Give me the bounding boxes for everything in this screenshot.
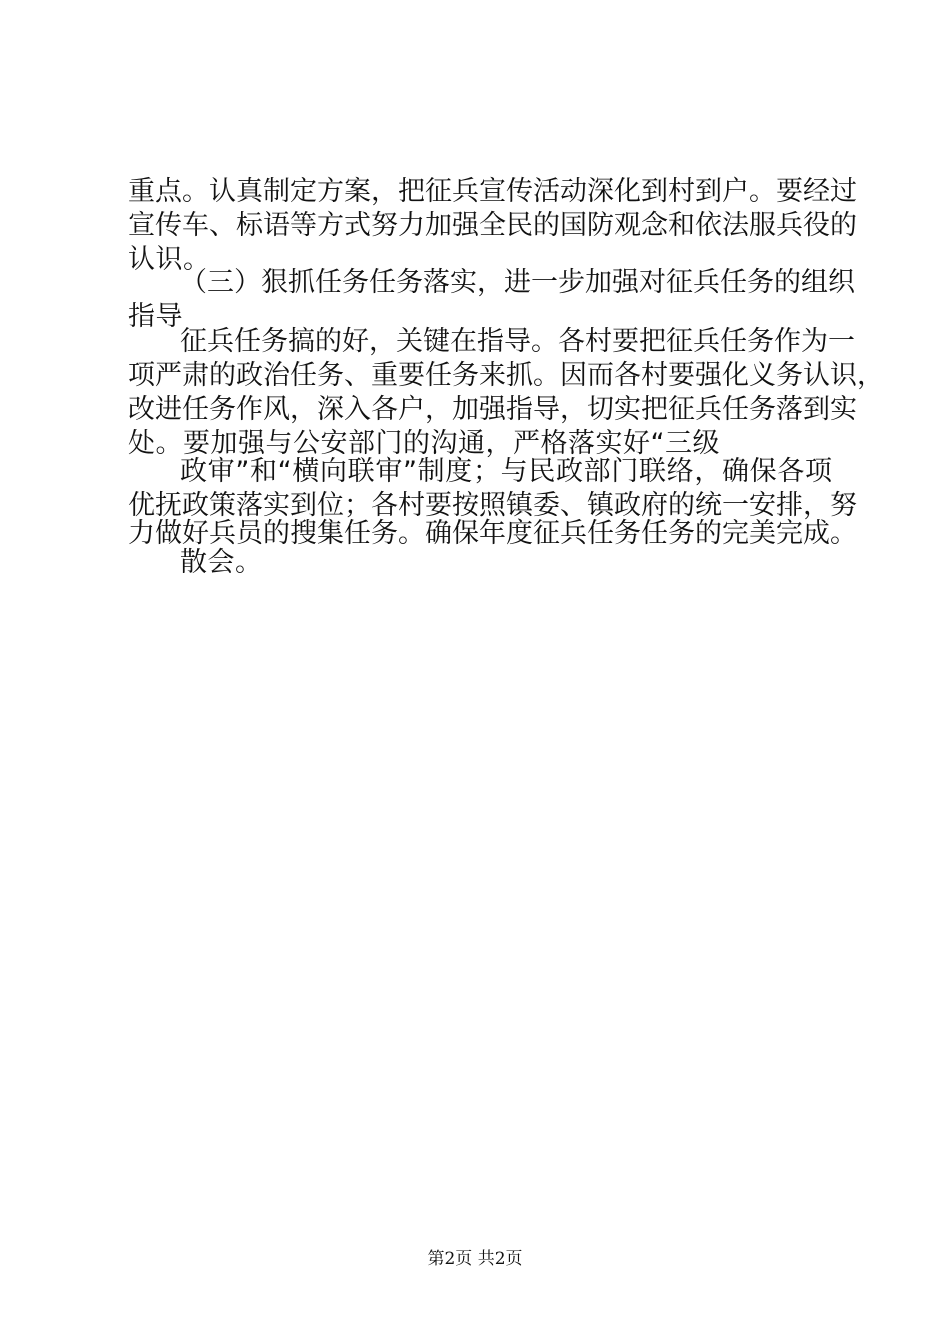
body-line: 重点。认真制定方案，把征兵宣传活动深化到村到户。要经过 [128, 176, 857, 207]
body-line: 认识。 [128, 244, 211, 275]
body-line: 改进任务作风，深入各户，加强指导，切实把征兵任务落到实 [128, 394, 857, 425]
body-line: 优抚政策落实到位；各村要按照镇委、镇政府的统一安排，努 [128, 490, 857, 521]
section-heading-cont: 指导 [128, 301, 183, 332]
closing-line: 散会。 [180, 547, 263, 578]
body-line: 宣传车、标语等方式努力加强全民的国防观念和依法服兵役的 [128, 210, 857, 241]
page-footer: 第2页 共2页 [427, 1249, 523, 1269]
body-line: 征兵任务搞的好，关键在指导。各村要把征兵任务作为一 [180, 326, 855, 357]
body-line: 项严肃的政治任务、重要任务来抓。因而各村要强化义务认识， [128, 360, 884, 391]
section-heading: （三）狠抓任务任务落实，进一步加强对征兵任务的组织 [180, 267, 855, 298]
body-line: 处。要加强与公安部门的沟通，严格落实好“三级 [128, 428, 720, 459]
body-line: 政审”和“横向联审”制度；与民政部门联络，确保各项 [180, 456, 832, 487]
body-line: 力做好兵员的搜集任务。确保年度征兵任务任务的完美完成。 [128, 518, 857, 549]
